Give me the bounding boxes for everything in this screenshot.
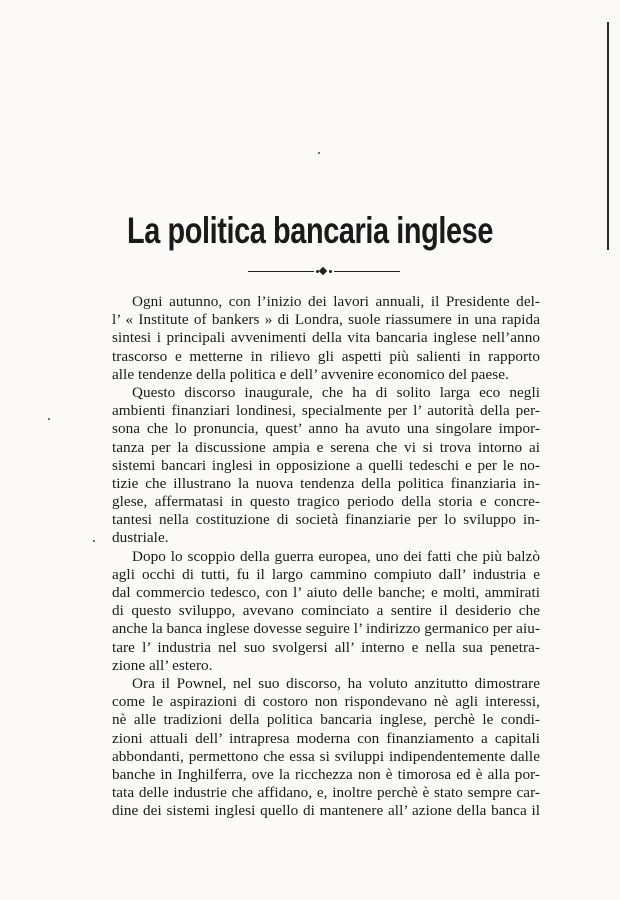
text-line: sona che lo pronuncia, quest’ anno ha avuto una singolare impor- bbox=[112, 420, 540, 438]
text-line: di questo sviluppo, avevano cominciato a sentire il desiderio che bbox=[112, 602, 540, 620]
text-line: Dopo lo scoppio della guerra europea, uno dei fatti che più balzò bbox=[132, 547, 540, 565]
text-line: ambienti finanziari londinesi, specialmente per l’ autorità della per- bbox=[112, 402, 540, 420]
text-line: l’ « Institute of bankers » di Londra, suole riassumere in una rapida bbox=[112, 311, 540, 329]
article-body bbox=[112, 293, 540, 820]
text-line: dustriale. bbox=[112, 529, 169, 547]
text-line: tata delle industrie che affidano, e, inoltre perchè è stato sempre car- bbox=[112, 784, 540, 802]
text-line: dine dei sistemi inglesi quello di mantenere all’ azione della banca il bbox=[112, 802, 540, 820]
text-line: glese, affermatasi in questo tragico periodo della storia e concre- bbox=[112, 493, 540, 511]
text-line: tantesi nella costituzione di società finanziarie per lo sviluppo in- bbox=[112, 511, 540, 529]
text-line: banche in Inghilferra, ove la ricchezza non è timorosa ed è alla por- bbox=[112, 765, 540, 783]
text-line: tare l’ industria nel suo svolgersi all’ interno e nella sua penetra- bbox=[112, 638, 540, 656]
text-line: sistemi bancari inglesi in opposizione a quelli tedeschi e per le no- bbox=[112, 456, 540, 474]
page-title: La politica bancaria inglese bbox=[126, 210, 493, 251]
text-line: Ora il Pownel, nel suo discorso, ha voluto anzitutto dimostrare bbox=[132, 674, 540, 692]
text-line: tizie che illustrano la nuova tendenza della politica finanziaria in- bbox=[112, 474, 540, 492]
text-line: tanza per la discussione ampia e serena che vi si trova intorno ai bbox=[112, 438, 540, 456]
text-line: alle tendenze della politica e dell’ avvenire economico del paese. bbox=[112, 365, 509, 383]
text-line: dal commercio tedesco, con l’ aiuto delle banche; e molti, ammirati bbox=[112, 584, 540, 601]
scan-speck bbox=[318, 152, 320, 154]
scan-speck bbox=[48, 418, 50, 420]
text-line: zioni attuali dell’ intrapresa moderna con finanziamento a capitali bbox=[112, 729, 540, 747]
text-line: abbondanti, permettono che essa si sviluppi indipendentemente dalle bbox=[112, 747, 540, 765]
title-ornament-divider bbox=[248, 268, 400, 276]
text-line: Ogni autunno, con l’inizio dei lavori annuali, il Presidente del- bbox=[132, 293, 540, 310]
text-line: agli occhi di tutti, fu il largo cammino compiuto dall’ industria e bbox=[112, 565, 540, 583]
scan-speck bbox=[93, 540, 95, 542]
text-line: nè alle tradizioni della politica bancaria inglese, perchè le condi- bbox=[112, 711, 540, 729]
text-line: trascorso e metterne in rilievo gli aspetti più salienti in rapporto bbox=[112, 347, 540, 365]
text-line: Questo discorso inaugurale, che ha di solito larga eco negli bbox=[132, 383, 540, 401]
page-edge-line bbox=[607, 22, 609, 250]
text-line: zione all’ estero. bbox=[112, 656, 213, 674]
text-line: anche la banca inglese dovesse seguire l’ indirizzo germanico per aiu- bbox=[112, 620, 540, 638]
text-line: come le aspirazioni di costoro non rispondevano nè agli interessi, bbox=[112, 693, 540, 711]
text-line: sintesi i principali avvenimenti della vita bancaria inglese nell’anno bbox=[112, 329, 540, 347]
